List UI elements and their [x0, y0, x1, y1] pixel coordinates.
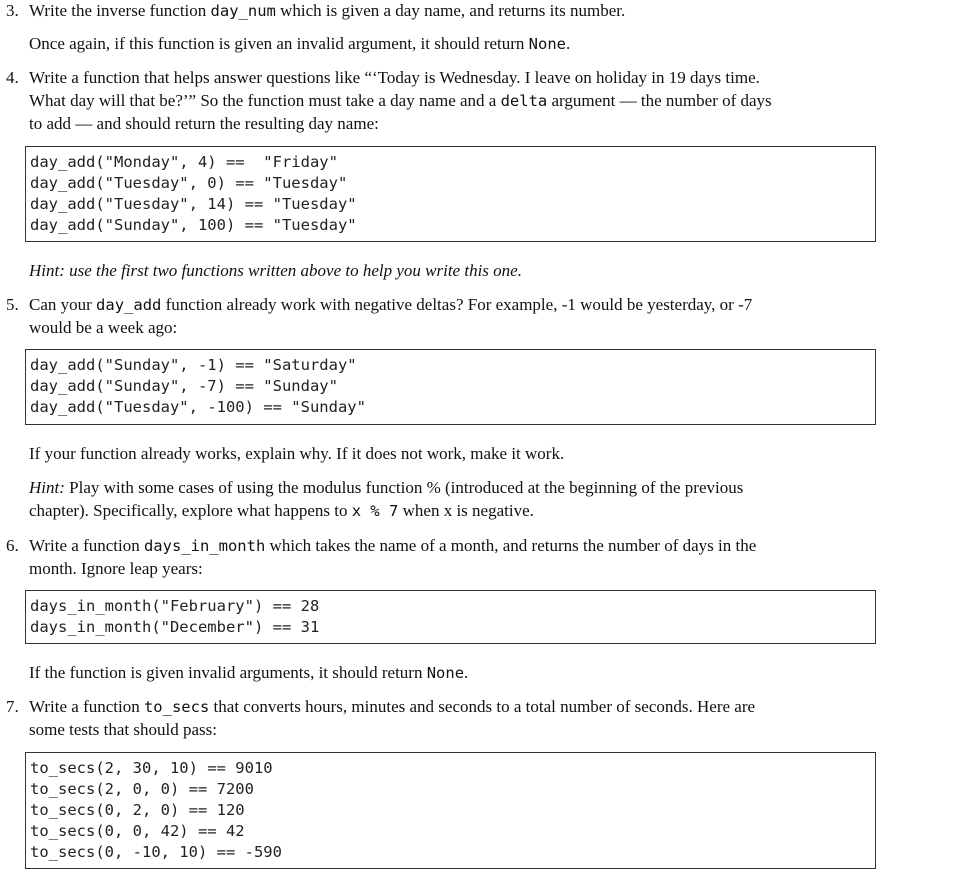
exercise-3-line-1: Write the inverse function day_num which is given a day name, and returns its number. — [29, 1, 626, 20]
exercise-7-line-2: some tests that should pass: — [29, 720, 217, 739]
inline-code: delta — [500, 92, 548, 110]
code-line: to_secs(0, 2, 0) == 120 — [30, 801, 245, 819]
code-line: day_add("Tuesday", 0) == "Tuesday" — [30, 174, 348, 192]
exercise-5-line-2: would be a week ago: — [29, 318, 178, 337]
code-line: to_secs(2, 0, 0) == 7200 — [30, 780, 254, 798]
code-line: day_add("Tuesday", -100) == "Sunday" — [30, 398, 366, 416]
code-line: day_add("Sunday", 100) == "Tuesday" — [30, 216, 357, 234]
exercise-3-line-2: Once again, if this function is given an invalid argument, it should return None. — [29, 34, 571, 53]
code-block-to-secs — [25, 752, 876, 869]
exercise-4-line-3: to add — and should return the resulting day name: — [29, 114, 379, 133]
exercise-7-line-1: Write a function to_secs that converts hours, minutes and seconds to a total number of seconds. Here are — [29, 697, 756, 716]
code-line: to_secs(0, 0, 42) == 42 — [30, 822, 245, 840]
exercise-number: 7. — [6, 697, 19, 716]
inline-code: day_num — [210, 2, 276, 20]
exercise-number: 3. — [6, 1, 19, 20]
code-block-negative-deltas — [25, 349, 876, 425]
modulus-hint-line-2: chapter). Specifically, explore what happens to x % 7 when x is negative. — [29, 501, 534, 520]
exercise-4-line-2: What day will that be?’” So the function must take a day name and a delta argument — the number of days — [29, 91, 772, 110]
code-line: day_add("Tuesday", 14) == "Tuesday" — [30, 195, 357, 213]
code-line: day_add("Sunday", -7) == "Sunday" — [30, 377, 338, 395]
inline-code: x % 7 — [351, 502, 399, 520]
exercise-number: 4. — [6, 68, 19, 87]
exercise-number: 6. — [6, 536, 19, 555]
inline-code: to_secs — [143, 698, 210, 716]
code-line: day_add("Monday", 4) == "Friday" — [30, 153, 338, 171]
exercise-6-line-2: month. Ignore leap years: — [29, 559, 203, 578]
inline-code: day_add — [96, 296, 162, 314]
code-block-days-in-month — [25, 590, 876, 644]
inline-code: days_in_month — [143, 537, 266, 555]
code-line: days_in_month("February") == 28 — [30, 597, 320, 615]
code-line: to_secs(2, 30, 10) == 9010 — [30, 759, 273, 777]
code-line: day_add("Sunday", -1) == "Saturday" — [30, 356, 357, 374]
inline-code: None — [528, 35, 566, 53]
invalid-args-text: If the function is given invalid arguments, it should return None. — [29, 663, 469, 682]
inline-code: None — [426, 664, 465, 682]
exercise-number: 5. — [6, 295, 19, 314]
exercise-6-line-1: Write a function days_in_month which takes the name of a month, and returns the number of days in the — [29, 536, 757, 555]
hint-text: Hint: use the first two functions written above to help you write this one. — [29, 261, 522, 280]
code-block-day-add — [25, 146, 876, 242]
explain-text: If your function already works, explain why. If it does not work, make it work. — [29, 444, 565, 463]
exercise-5-line-1: Can your day_add function already work with negative deltas? For example, -1 would be yesterday, or -7 — [29, 295, 753, 314]
code-line: days_in_month("December") == 31 — [30, 618, 320, 636]
modulus-hint-line-1: Hint: Play with some cases of using the modulus function % (introduced at the beginning of the previous — [29, 478, 744, 497]
code-line: to_secs(0, -10, 10) == -590 — [30, 843, 282, 861]
exercise-4-line-1: Write a function that helps answer questions like “‘Today is Wednesday. I leave on holiday in 19 days time. — [29, 68, 760, 87]
